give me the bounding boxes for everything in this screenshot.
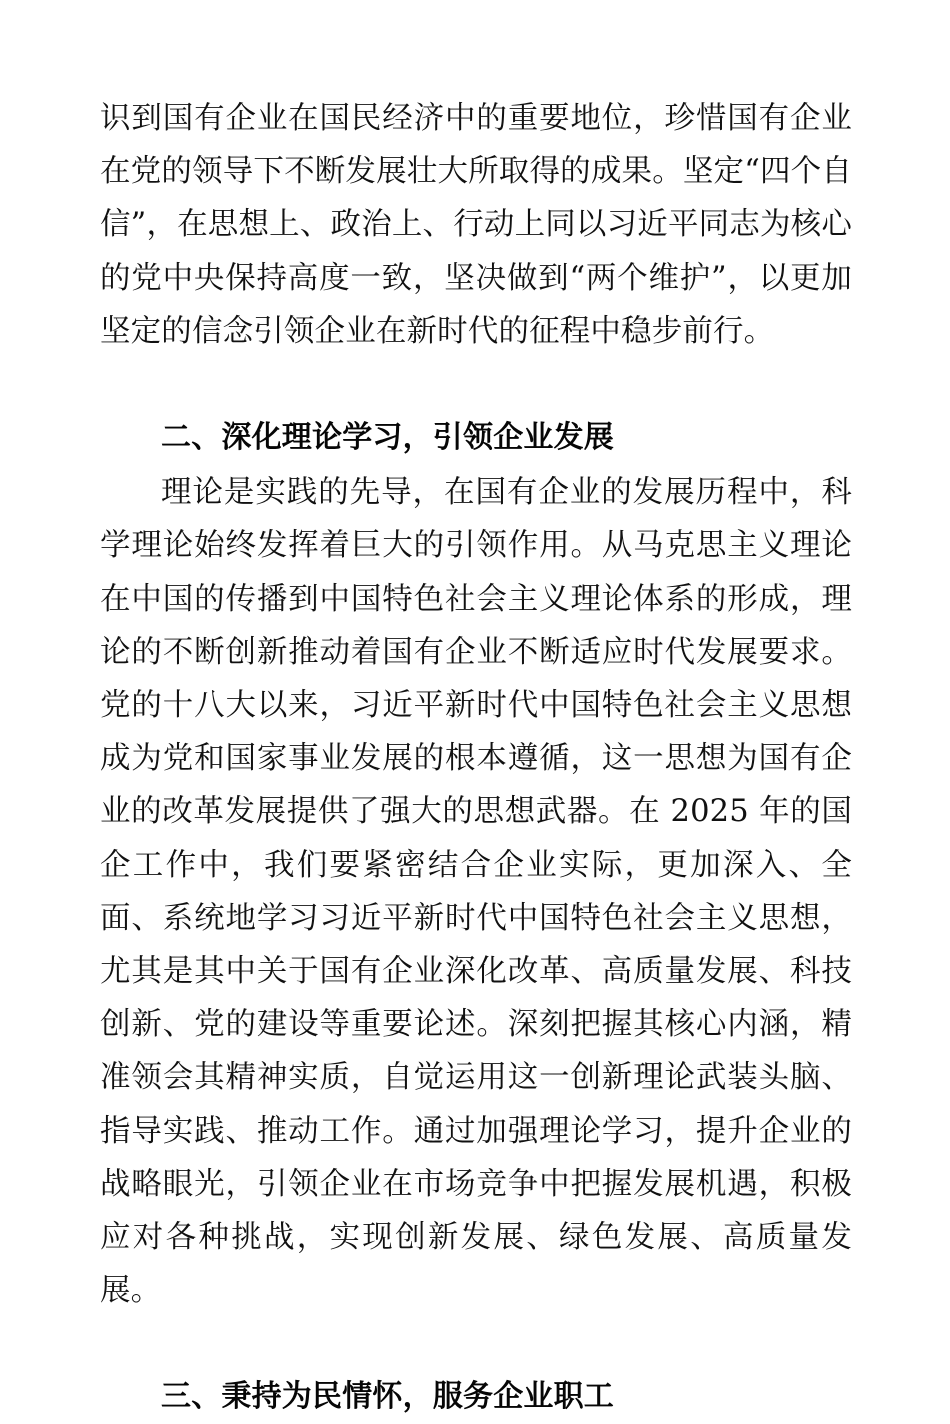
heading-spacer-above-section-three xyxy=(100,1317,852,1370)
document-body xyxy=(100,92,852,1424)
heading-section-two: 二、深化理论学习，引领企业发展 xyxy=(161,420,614,456)
heading-section-three: 三、秉持为民情怀，服务企业职工 xyxy=(161,1379,614,1415)
heading-spacer-above-section-two xyxy=(100,358,852,411)
paragraph-section-two-body: 理论是实践的先导，在国有企业的发展历程中，科学理论始终发挥着巨大的引领作用。从马克思主义理论在中国的传播到中国特色社会主义理论体系的形成，理论的不断创新推动着国有企业不断适应时代发展要求。党的十八大以来，习近平新时代中国特色社会主义思想成为党和国家事业发展的根本遵循，这一思想为国有企业的改革发展提供了强大的思想武器。在 2025 年的国企工作中，我们要紧密结合企业实际，更加深入、全面、系统地学习习近平新时代中国特色社会主义思想，尤其是其中关于国有企业深化改革、高质量发展、科技创新、党的建设等重要论述。深刻把握其核心内涵，精准领会其精神实质，自觉运用这一创新理论武装头脑、指导实践、推动工作。通过加强理论学习，提升企业的战略眼光，引领企业在市场竞争中把握发展机遇，积极应对各种挑战，实现创新发展、绿色发展、高质量发展。 xyxy=(100,475,852,1309)
paragraph-continuation: 识到国有企业在国民经济中的重要地位，珍惜国有企业在党的领导下不断发展壮大所取得的成果。坚定“四个自信”，在思想上、政治上、行动上同以习近平同志为核心的党中央保持高度一致，坚决做到“两个维护”，以更加坚定的信念引领企业在新时代的征程中稳步前行。 xyxy=(100,101,852,349)
